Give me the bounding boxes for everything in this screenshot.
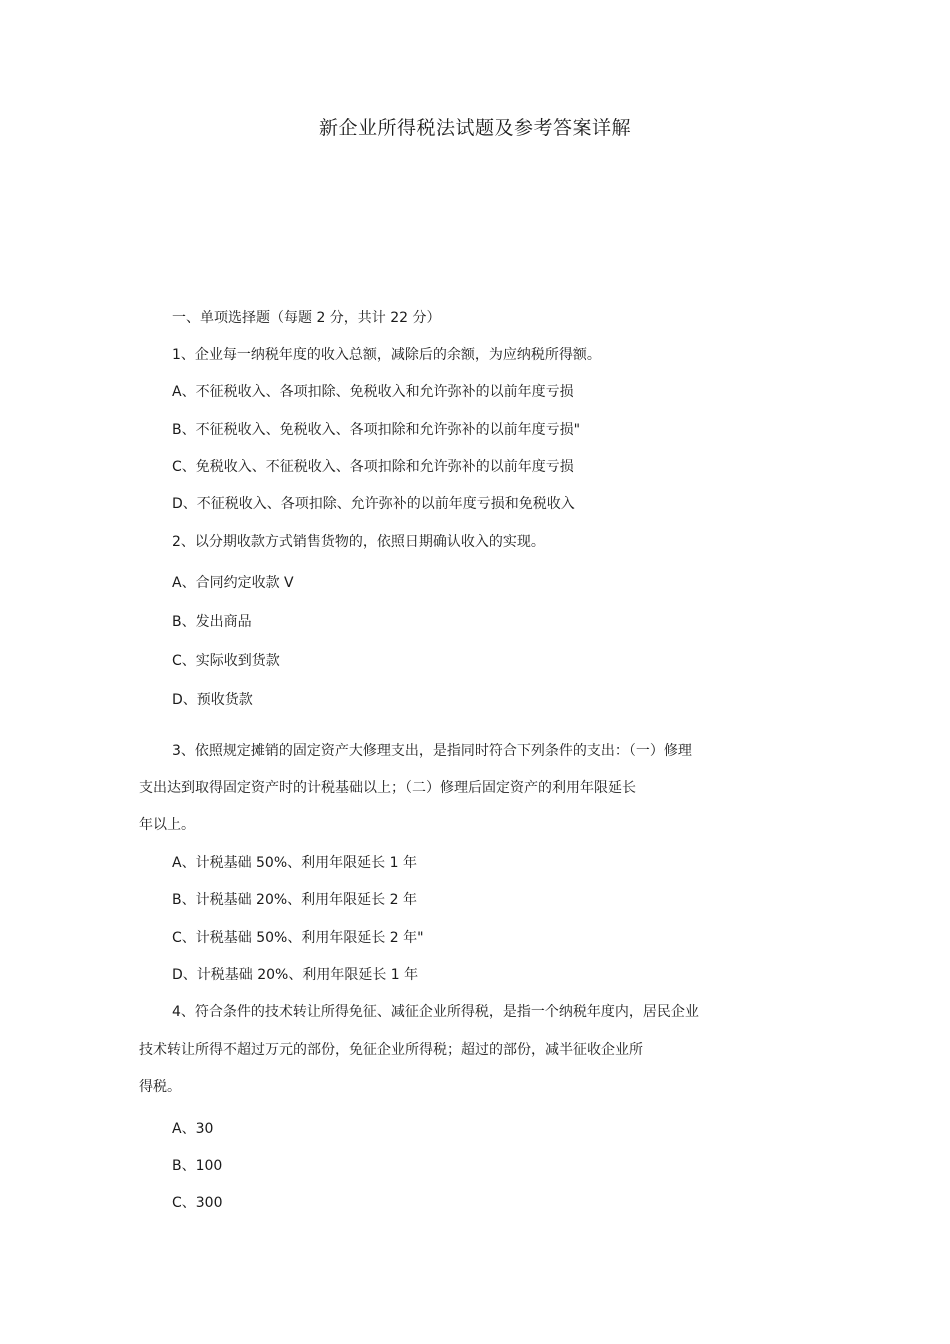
question-3-option-a: A、计税基础 50%、利用年限延长 1 年 [172, 855, 417, 871]
question-1-stem: 1、企业每一纳税年度的收入总额，减除后的余额，为应纳税所得额。 [172, 347, 601, 363]
question-4-stem-line-1: 4、符合条件的技术转让所得免征、减征企业所得税，是指一个纳税年度内，居民企业 [172, 1004, 699, 1020]
question-2-stem: 2、以分期收款方式销售货物的，依照日期确认收入的实现。 [172, 534, 545, 550]
document-title: 新企业所得税法试题及参考答案详解 [318, 117, 631, 139]
question-3-option-c: C、计税基础 50%、利用年限延长 2 年" [172, 930, 424, 946]
question-4-option-c: C、300 [172, 1195, 223, 1211]
question-4-stem-line-3: 得税。 [139, 1079, 181, 1095]
question-1-option-a: A、不征税收入、各项扣除、免税收入和允许弥补的以前年度亏损 [172, 384, 574, 400]
question-4-option-a: A、30 [172, 1121, 214, 1137]
question-4-option-b: B、100 [172, 1158, 223, 1174]
question-3-option-b: B、计税基础 20%、利用年限延长 2 年 [172, 892, 417, 908]
question-1-option-d: D、不征税收入、各项扣除、允许弥补的以前年度亏损和免税收入 [172, 496, 575, 512]
question-3-stem-line-3: 年以上。 [139, 817, 195, 833]
question-2-option-c: C、实际收到货款 [172, 653, 280, 669]
question-2-option-b: B、发出商品 [172, 614, 252, 630]
question-2-option-d: D、预收货款 [172, 692, 253, 708]
question-3-option-d: D、计税基础 20%、利用年限延长 1 年 [172, 967, 419, 983]
question-2-option-a: A、合同约定收款 V [172, 575, 294, 591]
question-3-stem-line-2: 支出达到取得固定资产时的计税基础以上；（二）修理后固定资产的利用年限延长 [139, 780, 636, 796]
question-3-stem-line-1: 3、依照规定摊销的固定资产大修理支出，是指同时符合下列条件的支出：（一）修理 [172, 743, 692, 759]
question-1-option-c: C、免税收入、不征税收入、各项扣除和允许弥补的以前年度亏损 [172, 459, 574, 475]
question-1-option-b: B、不征税收入、免税收入、各项扣除和允许弥补的以前年度亏损" [172, 422, 581, 438]
section-heading: 一、单项选择题（每题 2 分，共计 22 分） [172, 310, 441, 326]
question-4-stem-line-2: 技术转让所得不超过万元的部份，免征企业所得税；超过的部份，减半征收企业所 [139, 1042, 643, 1058]
